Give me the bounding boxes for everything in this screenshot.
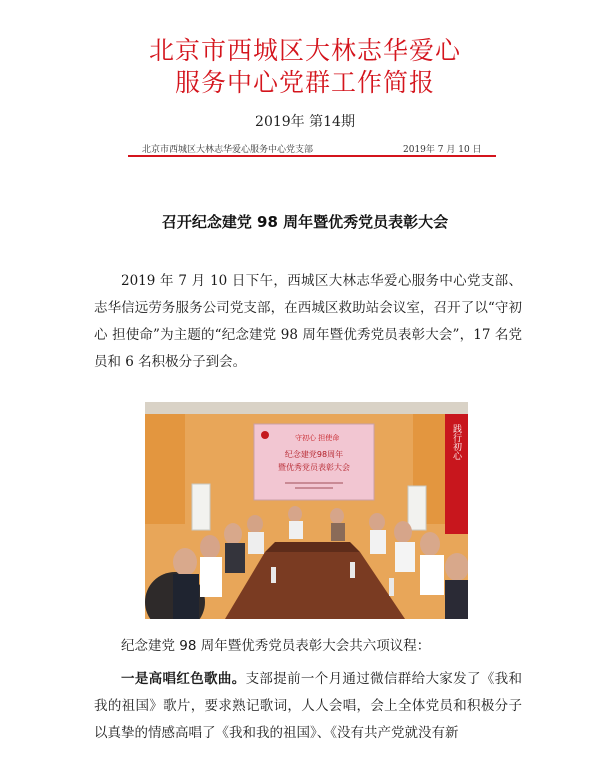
agenda-heading: 纪念建党 98 周年暨优秀党员表彰大会 bbox=[121, 638, 350, 654]
agenda-suffix: 共六项议程： bbox=[349, 638, 431, 654]
agenda-line bbox=[121, 634, 430, 654]
screen-slogan: 守初心 担使命 bbox=[295, 434, 340, 442]
screen-title-line2: 暨优秀党员表彰大会 bbox=[278, 463, 350, 472]
meeting-photo bbox=[145, 402, 468, 619]
masthead-title-line1: 北京市西城区大林志华爱心 bbox=[148, 36, 461, 65]
agenda-item-1-text: 支部提前一个月通过微信群给大家发了《我和我的祖国》歌片，要求熟记歌词，人人会唱，会上全体党员和积极分子以真挚的情感高唱了《我和我的祖国》、《没有共产党就没有新 bbox=[94, 671, 523, 741]
header-divider bbox=[128, 155, 496, 157]
agenda-item-1 bbox=[94, 666, 522, 747]
screen-title-line1: 纪念建党98周年 bbox=[284, 450, 344, 459]
side-banner-text: 践行初心 bbox=[451, 424, 461, 460]
masthead-title-line2: 服务中心党群工作简报 bbox=[174, 68, 435, 97]
article-title: 召开纪念建党 98 周年暨优秀党员表彰大会 bbox=[161, 213, 449, 231]
intro-paragraph: 2019 年 7 月 10 日下午，西城区大林志华爱心服务中心党支部、志华信远劳务服务公司党支部，在西城区救助站会议室，召开了以“守初心 担使命”为主题的“纪念建党 98 周年暨优秀党员表彰大会”，17 名党员和 6 名积极分子到会。 bbox=[94, 273, 522, 370]
issue-number: 2019年 第14期 bbox=[255, 114, 355, 130]
publisher-org: 北京市西城区大林志华爱心服务中心党支部 bbox=[142, 145, 314, 155]
agenda-item-1-lead: 一是高唱红色歌曲。 bbox=[121, 671, 246, 687]
publish-date: 2019年 7 月 10 日 bbox=[403, 145, 482, 155]
